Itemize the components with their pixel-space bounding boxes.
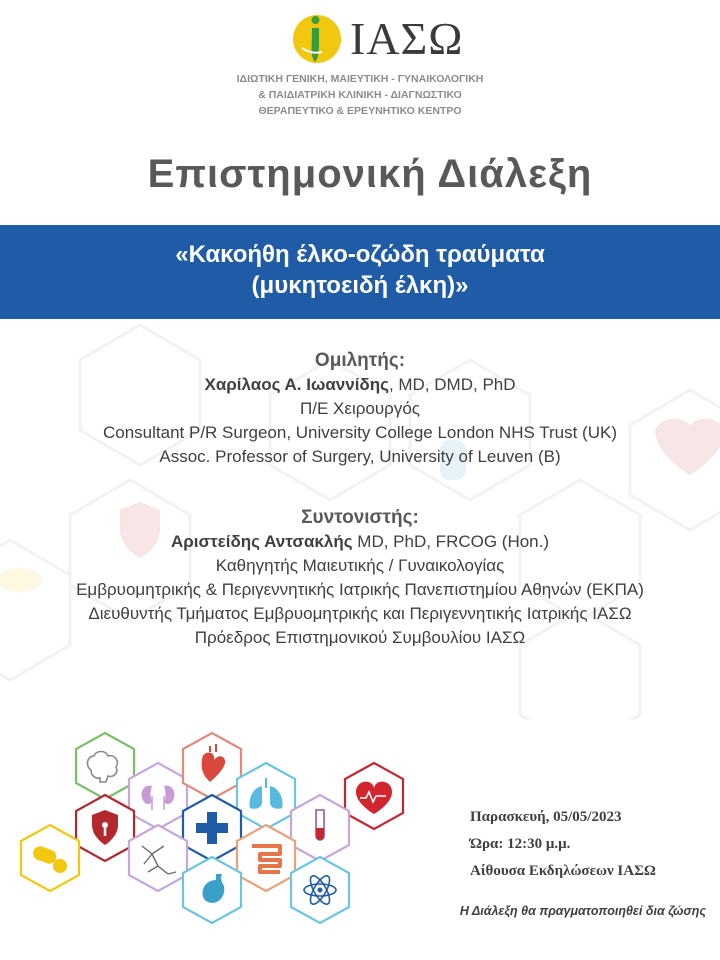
event-venue: Αίθουσα Εκδηλώσεων ΙΑΣΩ [470, 863, 656, 879]
in-person-note: Η Διάλεξη θα πραγματοποιηθεί δια ζώσης [459, 904, 706, 918]
brain-icon [76, 733, 134, 799]
intestine-icon [237, 825, 295, 891]
speaker-role: Ομιλητής: [314, 350, 406, 371]
heart-organ-icon [183, 733, 241, 799]
moderator-name-line [0, 530, 720, 554]
speaker-name-line [0, 373, 720, 397]
moderator-detail: Διευθυντής Τμήματος Εμβρυομητρικής και Περιγεννητικής Ιατρικής ΙΑΣΩ [88, 604, 632, 623]
subtitle-line: & ΠΑΙΔΙΑΤΡΙΚΗ ΚΛΙΝΙΚΗ - ΔΙΑΓΝΩΣΤΙΚΟ [258, 89, 462, 101]
moderator-role: Συντονιστής: [301, 507, 419, 528]
moderator-section [0, 506, 720, 650]
moderator-detail: Πρόεδρος Επιστημονικού Συμβουλίου ΙΑΣΩ [194, 628, 526, 647]
speaker-detail: Assoc. Professor of Surgery, University of Leuven (B) [159, 447, 561, 466]
medical-cross-icon [183, 795, 241, 861]
moderator-credentials: MD, PhD, FRCOG (Hon.) [352, 532, 550, 551]
speaker-detail: Consultant P/R Surgeon, University College London NHS Trust (UK) [102, 423, 617, 442]
lungs-icon [237, 763, 295, 829]
atom-icon [291, 857, 349, 923]
lecture-title-banner [0, 225, 720, 319]
kidneys-icon [129, 763, 187, 829]
stomach-icon [183, 857, 241, 923]
page-title: Επιστημονική Διάλεξη [147, 152, 593, 196]
subtitle-line: ΙΔΙΩΤΙΚΗ ΓΕΝΙΚΗ, ΜΑΙΕΥΤΙΚΗ - ΓΥΝΑΙΚΟΛΟΓΙΚΗ [236, 73, 484, 85]
moderator-detail: Καθηγητής Μαιευτικής / Γυναικολογίας [215, 556, 505, 575]
speaker-name: Χαρίλαος Α. Ιωαννίδης [204, 375, 389, 394]
subtitle-line: ΘΕΡΑΠΕΥΤΙΚΟ & ΕΡΕΥΝΗΤΙΚΟ ΚΕΝΤΡΟ [258, 105, 462, 117]
lecture-title-line-1: «Κακοήθη έλκο-οζώδη τραύματα [175, 241, 545, 268]
event-date: Παρασκευή, 05/05/2023 [470, 809, 622, 825]
test-tube-icon [291, 795, 349, 861]
pill-icon [21, 825, 79, 891]
event-time: Ώρα: 12:30 μ.μ. [470, 836, 571, 852]
speaker-credentials: , MD, DMD, PhD [388, 375, 516, 394]
clinic-subtitle [0, 71, 720, 119]
lecture-title-line-2: (μυκητοειδή έλκη)» [251, 272, 469, 299]
speaker-detail: Π/Ε Χειρουργός [300, 399, 420, 418]
event-details [470, 804, 656, 885]
speaker-section [0, 349, 720, 469]
neuron-icon [129, 825, 187, 891]
moderator-detail: Εμβρυομητρικής & Περιγεννητικής Ιατρικής Πανεπιστημίου Αθηνών (ΕΚΠΑ) [76, 580, 644, 599]
heartbeat-icon [345, 763, 403, 829]
medical-hexagon-cluster [0, 720, 460, 960]
logo-wordmark: ΙΑΣΩ [350, 13, 464, 64]
moderator-name: Αριστείδης Αντσακλής [170, 532, 353, 551]
shield-lock-icon [76, 795, 134, 861]
